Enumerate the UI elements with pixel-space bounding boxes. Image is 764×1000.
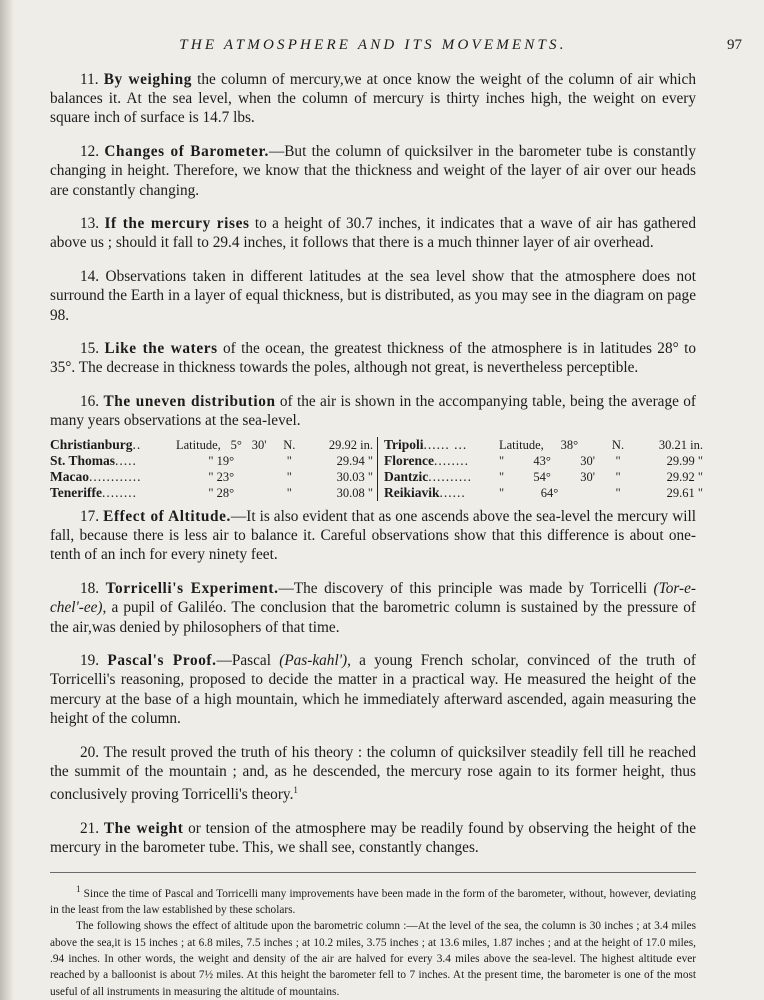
table-hemisphere: " (286, 454, 292, 469)
paragraph-p11 (50, 70, 696, 128)
paragraph-number: 14. (80, 268, 100, 286)
leader-dots: ............ (88, 469, 142, 485)
paragraph-p20 (50, 743, 696, 805)
paragraph-text: —But the column of quicksilver in the barometer tube is constantly changing in height. Therefore, we know that the thickness and weight of the layer of air over our heads are constantly changing. (50, 143, 696, 199)
leader-dots: ...... (439, 485, 466, 501)
body-text (50, 70, 703, 857)
table-row (384, 469, 703, 485)
latitude-degrees: " 23° (208, 470, 235, 485)
latitude-degrees: 5° (230, 438, 242, 453)
latitude-label: Latitude, (176, 438, 221, 453)
table-latitude (499, 437, 603, 453)
paragraph-lead: Changes of Barometer. (104, 143, 269, 161)
paragraph-number: 18. (80, 580, 100, 598)
pronunciation: (Tor-e-chel'-ee) (50, 580, 696, 617)
paragraph-number: 17. (80, 508, 100, 526)
table-city (50, 453, 176, 469)
table-city (50, 469, 176, 485)
latitude-minutes: 30' (251, 438, 267, 453)
table-hemisphere: " (286, 470, 292, 485)
table-pressure: 29.94 " (336, 454, 373, 469)
pressure-table-left (50, 437, 378, 501)
table-hemisphere: " (286, 486, 292, 501)
paragraph-text: the column of mercury,we at once know the weight of the column of air which balances it. At the sea level, when the column of mercury is thirty inches high, the weight on every square inch of surface is 14.7 lbs. (50, 71, 696, 127)
paragraph-p21 (50, 819, 696, 857)
table-row (50, 485, 373, 501)
paragraph-number: 11. (80, 71, 99, 88)
table-latitude (176, 485, 275, 501)
table-city (384, 469, 499, 485)
paragraph-lead: The uneven distribution (103, 393, 276, 411)
latitude-degrees: 43° (533, 454, 551, 469)
paragraph-number: 13. (80, 215, 100, 233)
table-city (50, 485, 176, 501)
city-name: Dantzic (384, 469, 429, 485)
paragraph-lead: Like the waters (104, 340, 218, 358)
paragraph-text: or tension of the atmosphere may be readily found by observing the height of the mercury in the barometer tube. This, we shall see, constantly changes. (50, 819, 696, 856)
paragraph-lead: If the mercury rises (104, 215, 250, 233)
paragraph-lead: Pascal's Proof. (107, 652, 217, 670)
table-latitude (176, 469, 275, 485)
table-latitude (499, 453, 603, 469)
footnote-text: Since the time of Pascal and Torricelli many improvements have been made in the form of the barometer, without, however, deviating in the least from the law established by these scholars. (50, 887, 696, 916)
table-hemisphere: " (615, 454, 621, 469)
paragraph-number: 15. (80, 340, 100, 358)
city-name: Florence (384, 453, 434, 469)
paragraph-text: The result proved the truth of his theory : the column of quicksilver steadily fell till he reached the summit of the mountain ; and, as he descended, the mercury rose again to its former height, thus conclusively proving Torricelli's theory. (50, 743, 696, 804)
pressure-table-right (378, 437, 703, 501)
paragraph-text: Observations taken in different latitudes at the sea level show that the atmosphere does not surround the Earth in a layer of equal thickness, but is distributed, as you may see in the diagram on page 98. (50, 268, 697, 324)
table-city (384, 485, 499, 501)
latitude-minutes: 30' (580, 470, 595, 485)
latitude-label: " (499, 470, 505, 485)
latitude-minutes: 30' (580, 454, 595, 469)
table-pressure: 29.61 " (666, 486, 703, 501)
paragraph-text: —Pascal (216, 652, 271, 670)
city-name: Teneriffe (50, 485, 102, 501)
paragraph-p19 (50, 651, 696, 728)
city-name: St. Thomas (50, 453, 116, 469)
paragraph-lead: By weighing (103, 71, 192, 88)
pressure-table (50, 437, 703, 501)
latitude-degrees: 54° (533, 470, 551, 485)
paragraph-text-cont: , a young French scholar, convinced of the truth of Torricelli's reasoning, proposed to decide the matter in a practical way. He measured the height of the mercury at the base of a high mountain, which he immediately afterward ascended, again measuring the height of the column. (50, 652, 697, 727)
paragraph-p13 (50, 214, 696, 252)
leader-dots: ........ (101, 485, 137, 501)
table-latitude (499, 485, 603, 501)
paragraph-number: 21. (80, 819, 100, 837)
city-name: Christianburg (50, 437, 133, 453)
page-number: 97 (727, 37, 742, 53)
leader-dots: ..... (115, 453, 137, 469)
paragraph-p17 (50, 507, 696, 565)
table-hemisphere: N. (611, 438, 625, 453)
leader-dots: .......... (428, 469, 472, 485)
table-row (384, 437, 703, 453)
city-name: Tripoli (384, 437, 424, 453)
table-city (384, 437, 499, 453)
table-pressure: 29.92 " (666, 470, 703, 485)
table-row (384, 453, 703, 469)
paragraph-number: 12. (80, 143, 100, 161)
paragraph-text: —It is also evident that as one ascends above the sea-level the mercury will fall, because there is less air to balance it. Careful observations show that this difference is about one-tenth of an inch for every ninety feet. (50, 508, 697, 564)
paragraph-number: 19. (80, 652, 100, 670)
table-row (50, 469, 373, 485)
footnote-text: The following shows the effect of altitude upon the barometric column :—At the level of the sea, the column is 30 inches ; at 3.4 miles above the sea,it is 15 inches ; at 6.8 miles, 7.5 inches ; at 10.2 miles, 3.75 inches ; at 13.6 miles, 1.87 inches ; and at the height of 17.0 miles, .94 inches. In other words, the weight and density of the air are halved for every 3.4 miles above the sea-level. The highest altitude ever reached by a balloonist is about 7½ miles. At this height the barometer fell to 7 inches. At the present time, the barometer is one of the most useful of all instruments in measuring the altitude of mountains. (50, 920, 696, 998)
table-hemisphere: N. (283, 438, 296, 453)
table-pressure: 29.99 " (666, 454, 703, 469)
table-city (50, 437, 176, 453)
paragraph-p15 (50, 339, 696, 377)
paragraph-p12 (50, 142, 696, 200)
paragraph-p16 (50, 392, 696, 430)
pronunciation: (Pas-kahl') (279, 652, 348, 670)
leader-dots: ........ (433, 453, 469, 469)
paragraph-lead: Torricelli's Experiment. (105, 580, 279, 598)
paragraph-p18 (50, 579, 696, 637)
running-head-title: THE ATMOSPHERE AND ITS MOVEMENTS. (179, 37, 567, 53)
table-hemisphere: " (615, 470, 621, 485)
city-name: Macao (50, 469, 89, 485)
leader-dots: .. (132, 437, 142, 453)
latitude-degrees: " 19° (208, 454, 235, 469)
paragraph-text: —The discovery of this principle was made by Torricelli (278, 580, 647, 598)
paragraph-text: of the ocean, the greatest thickness of the atmosphere is in latitudes 28° to 35°. The decrease in thickness towards the poles, although not great, is nevertheless perceptible. (50, 340, 696, 377)
table-latitude (499, 469, 603, 485)
table-latitude (176, 453, 275, 469)
paragraph-text-cont: , a pupil of Galiléo. The conclusion that the barometric column is sustained by the pressure of the air,was denied by philosophers of that time. (50, 599, 696, 636)
latitude-degrees: 64° (540, 486, 559, 501)
paragraph-text: to a height of 30.7 inches, it indicates that a wave of air has gathered above us ; should it fall to 29.4 inches, it follows that there is a much thinner layer of air overhead. (50, 215, 696, 252)
table-pressure: 30.08 " (336, 486, 373, 501)
binding-shadow (0, 0, 14, 1000)
city-name: Reikiavik (384, 485, 440, 501)
paragraph-number: 20. (80, 743, 100, 761)
footnotes (50, 872, 696, 1000)
table-city (384, 453, 499, 469)
paragraph-number: 16. (80, 393, 100, 411)
footnote-ref: 1 (293, 784, 298, 795)
paragraph-lead: The weight (103, 819, 184, 837)
table-row (50, 437, 373, 453)
paragraph-p14 (50, 267, 696, 325)
table-pressure: 30.21 in. (658, 438, 703, 453)
footnote-2 (50, 918, 696, 1000)
table-row (384, 485, 703, 501)
table-latitude (176, 437, 275, 453)
paragraph-text: of the air is shown in the accompanying table, being the average of many years observations at the sea-level. (50, 393, 696, 430)
table-pressure: 29.92 in. (328, 438, 373, 453)
latitude-degrees: 38° (560, 438, 579, 453)
latitude-label: " (499, 454, 505, 469)
running-head (50, 34, 742, 56)
paragraph-lead: Effect of Altitude. (103, 508, 231, 526)
leader-dots: ...... ... (423, 437, 468, 453)
footnote-mark: 1 (76, 883, 81, 894)
table-row (50, 453, 373, 469)
table-hemisphere: " (615, 486, 621, 501)
latitude-label: " (499, 486, 505, 501)
footnote-1 (50, 881, 696, 919)
latitude-degrees: " 28° (208, 486, 235, 501)
latitude-label: Latitude, (499, 438, 544, 453)
table-pressure: 30.03 " (336, 470, 373, 485)
